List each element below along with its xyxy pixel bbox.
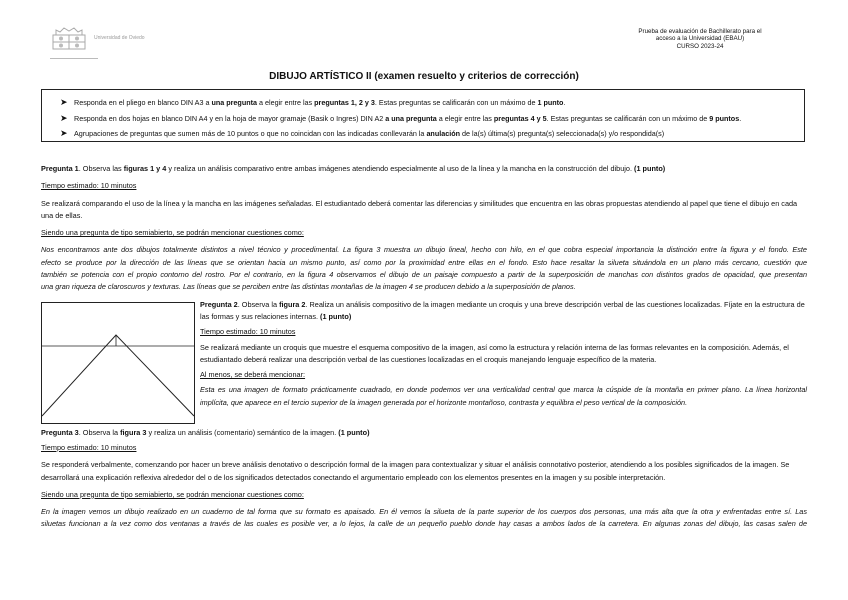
question-1-hint: Siendo una pregunta de tipo semiabierto, se podrán mencionar cuestiones como: <box>41 228 304 238</box>
exam-header <box>610 28 790 50</box>
university-crest-icon <box>50 24 88 52</box>
question-2-answer: Esta es una imagen de formato prácticamente cuadrado, en donde podemos ver una verticalidad central que marca la cúspide de la montaña en primer plano. La línea horizontal implícita, que aparece en el tercio superior de la imagen generada por el horizonte montañoso, contrasta y equilibra el peso vertical de la composición. <box>200 385 807 407</box>
question-2-block <box>41 299 807 424</box>
instruction-item: ➤ Responda en el pliego en blanco DIN A3 a una pregunta a elegir entre las preguntas 1, 2 y 3. Estas preguntas se calificarán con un máximo de 1 punto. <box>60 95 794 111</box>
university-logo <box>50 24 150 59</box>
logo-divider <box>50 58 98 59</box>
instruction-item: ➤ Responda en dos hojas en blanco DIN A4 y en la hoja de mayor gramaje (Basik o Ingres) DIN A2 a una pregunta a elegir entre las preguntas 4 y 5. Estas preguntas se calificarán con un máximo de 9 puntos. <box>60 111 794 127</box>
bullet-arrow-icon: ➤ <box>60 97 68 107</box>
question-3-criteria: Se responderá verbalmente, comenzando por hacer un breve análisis denotativo o descripción formal de la imagen para contextualizar y situar el análisis connotativo posterior, atendiendo a los posibles significados de la imagen. Se desarrollará una explicación reflexiva alrededor del o de los significados detectados conectando el argumentario empleado con los elementos presentes en la imagen y su posible interpretación. <box>41 460 790 482</box>
page-title: DIBUJO ARTÍSTICO II (examen resuelto y criterios de corrección) <box>269 71 579 82</box>
bullet-arrow-icon: ➤ <box>60 112 68 123</box>
exam-header-line: Prueba de evaluación de Bachillerato para el <box>638 28 762 35</box>
question-1-time: Tiempo estimado: 10 minutos <box>41 181 137 191</box>
university-name: Universidad de Oviedo <box>94 35 145 41</box>
question-2-hint: Al menos, se deberá mencionar: <box>200 370 306 380</box>
question-1-answer: Nos encontramos ante dos dibujos totalmente distintos a nivel técnico y procedimental. La figura 3 muestra un dibujo lineal, hecho con hilo, en el que cobra especial importancia la distinción entre la figura y el fondo. Este efecto se produce por la dirección de las líneas que se orientan hacia un mismo punto, así como por la proximidad entre ellas en el fondo. Esto hace resaltar la silueta situándola en un plano más cercano, cuestión que también se potencia con el propio contorno del rostro. Por el contrario, en la figura 4 observamos el dibujo de un paisaje compuesto a partir de la superposición de manchas con distintos grados de opacidad, que presentan una gran riqueza de claroscuros y texturas. Las líneas que se perciben entre las distintas montañas de la imagen 4 se producen debido a la superposición de planos. <box>41 245 807 292</box>
question-2-time: Tiempo estimado: 10 minutos <box>200 327 296 337</box>
question-1-criteria: Se realizará comparando el uso de la línea y la mancha en las imágenes señaladas. El estudiantado deberá comentar las diferencias y similitudes que encuentra en las obras propuestas atendiendo al papel que tiene el dibujo en cada una de ellas. <box>41 198 798 220</box>
question-3-time: Tiempo estimado: 10 minutos <box>41 442 137 452</box>
bullet-arrow-icon: ➤ <box>60 128 68 139</box>
composition-sketch <box>41 302 195 424</box>
question-2-criteria: Se realizará mediante un croquis que muestre el esquema compositivo de la imagen, así como la estructura y relación interna de las formas relevantes en la composición. Además, el estudiantado deberá realizar una descripción verbal de las cuestiones localizadas en el croquis manejando lenguaje específico de la materia. <box>200 342 789 364</box>
exam-header-line: CURSO 2023-24 <box>676 42 724 50</box>
exam-header-line: acceso a la Universidad (EBAU) <box>655 35 745 43</box>
question-1-statement: Pregunta 1. Observa las figuras 1 y 4 y realiza un análisis comparativo entre ambas imágenes atendiendo especialmente al uso de la línea y la mancha en la construcción del dibujo. (1 punto) <box>41 164 666 173</box>
question-2-statement: Pregunta 2. Observa la figura 2. Realiza un análisis compositivo de la imagen mediante un croquis y una breve descripción verbal de las cuestiones localizadas. Fíjate en la estructura de las formas y sus relaciones internas. (1 punto) <box>200 299 805 321</box>
exam-content <box>41 163 807 536</box>
instructions-box <box>41 89 805 142</box>
question-3-answer: En la imagen vemos un dibujo realizado en un cuaderno de tal forma que su formato es apaisado. En él vemos la silueta de la parte superior de los cuerpos dos personas, una más alta que la otra y enfrentadas entre sí. Las siluetas funcionan a la vez como dos ventanas a través de las cuales es posible ver, a lo lejos, la calle de un pequeño pueblo donde hay casas a ambos lados de la carretera. En algunas zonas del dibujo, las casas salen de <box>41 507 807 529</box>
question-3-statement: Pregunta 3. Observa la figura 3 y realiza un análisis (comentario) semántico de la imagen. (1 punto) <box>41 427 370 437</box>
question-3-hint: Siendo una pregunta de tipo semiabierto, se podrán mencionar cuestiones como: <box>41 489 304 499</box>
instruction-item: ➤ Agrupaciones de preguntas que sumen más de 10 puntos o que no coincidan con las indicadas conllevarán la anulación de la(s) última(s) pregunta(s) seleccionada(s) y/o respondida(s) <box>60 126 794 142</box>
